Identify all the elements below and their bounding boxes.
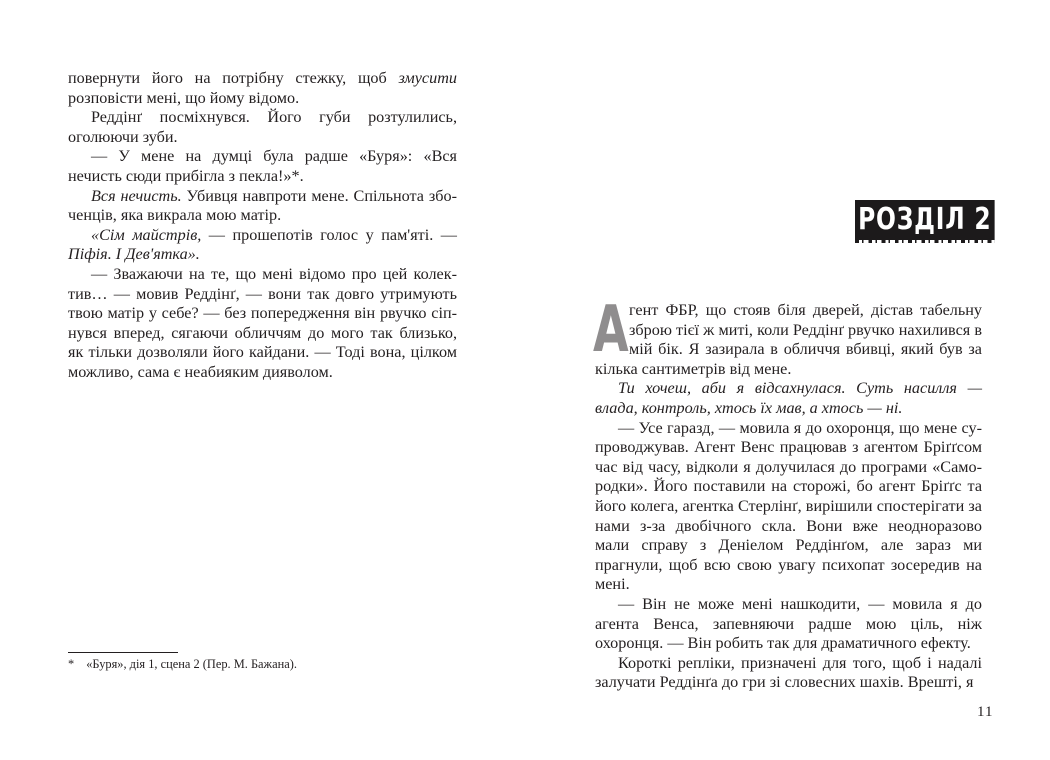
italic-text: Піфія. І Дев'ятка». [68,245,200,264]
text-run: — прошепотів голос у пам'яті. — [201,225,457,244]
paragraph [68,108,457,147]
text-run: гент ФБР, що стояв біля дверей, дістав табельну зброю тієї ж миті, коли Реддінґ рвучко нахилився в мій бік. Я зазирала в обличчя вбивці, який був за кілька сантиметрів від мене. [595,301,982,378]
paragraph [68,147,457,186]
text-run: — Усе гаразд, — мовила я до охоронця, що мене супроводжував. Агент Венс працював з агентом Бріґґсом час від часу, відколи я долучилася до програми «Самородки». Його поставили на сторожі, бо агент Бріґґс та його колега, агентка Стерлінґ, вирішили спостерігати за нами з-за двобічного скла. Вони вже неодноразово мали справу з Деніелом Реддінґом, але зараз ми прагнули, щоб всю свою увагу психопат зосередив на мені. [595,418,982,594]
footnote-mark: * [68,657,75,671]
text-run: Короткі репліки, призначені для того, щоб і надалі залучати Реддінґа до гри зі словесних шахів. Врешті, я [595,653,982,692]
chapter-heading-text: РОЗДІЛ 2 [858,202,992,237]
paragraph [68,187,457,226]
text-run: Реддінґ посміхнувся. Його губи розтулились, оголюючи зуби. [68,108,457,146]
paragraph [595,419,982,595]
italic-text: Вся нечисть. [91,186,182,205]
drop-cap-spacer [593,293,629,367]
text-run: — Зважаючи на те, що мені відомо про цей колектив… — мовив Реддінґ, — вони так довго утримують твою матір у себе? — без попередження він рвучко сіпнувся вперед, сягаючи обличчям до мого так близько, як тільки дозволяли його кайдани. — Тоді вона, цілком можливо, сама є неабияким дияволом. [68,264,457,381]
paragraph [68,226,457,265]
drop-cap: А [593,293,629,367]
text-run: — У мене на думці була радше «Буря»: «Вся нечисть сюди прибігла з пекла!»*. [68,147,457,185]
italic-text: змусити [398,69,457,87]
footnote-rule [68,652,178,653]
text-run: — Він не може мені нашкодити, — мовила я до агента Венса, запевняючи радше мою ціль, ніж охоронця. — Він робить так для драматичного ефекту. [595,594,982,653]
text-run: Убивця навпроти мене. Спільнота збоченців, яка викрала мою матір. [68,186,457,225]
italic-text: Ти хочеш, аби я відсахнулася. Суть насилля — влада, контроль, хтось їх мав, а хтось — ні. [595,379,982,417]
chapter-heading [855,200,995,240]
footnote-text: «Буря», дія 1, сцена 2 (Пер. М. Бажана). [86,657,297,671]
heading-rough-edge [855,240,995,243]
page-number: 11 [977,704,994,720]
footnote [68,657,457,672]
right-page [525,0,1050,760]
paragraph [595,379,982,418]
text-run: повернути його на потрібну стежку, щоб [68,69,399,87]
paragraph [593,293,982,379]
right-page-body-text [593,293,982,693]
paragraph [595,654,982,693]
paragraph [68,265,457,383]
left-page-body-text [68,69,457,383]
paragraph [595,595,982,654]
italic-text: «Сім майстрів, [91,225,202,244]
paragraph [68,69,457,108]
text-run: розповісти мені, що йому відомо. [68,88,300,107]
